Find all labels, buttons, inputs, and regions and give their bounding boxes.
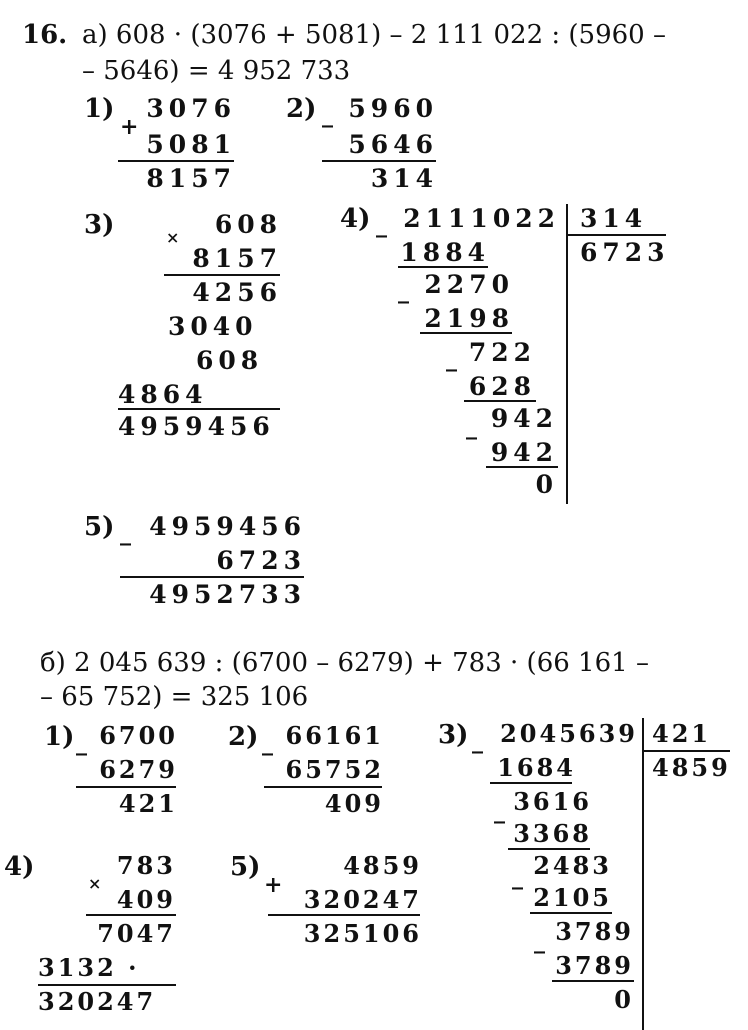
b3-line — [530, 912, 612, 914]
b1-minuend: 6700 — [99, 721, 178, 750]
a4-row: 628 — [468, 372, 536, 401]
a3-factor2: 8157 — [192, 244, 282, 273]
b1-result: 421 — [118, 789, 178, 818]
b5-result: 325106 — [303, 919, 422, 948]
minus-sign-icon: _ — [534, 928, 545, 954]
a1-label: 1) — [84, 94, 115, 124]
b3-line — [552, 980, 634, 982]
a3-partial2: 3040 — [168, 312, 258, 341]
b2-line — [264, 786, 382, 788]
a2-result: 314 — [370, 164, 438, 193]
a4-row: 1884 — [400, 238, 490, 267]
b5-addend2: 320247 — [303, 885, 422, 914]
a5-result: 4952733 — [149, 580, 306, 609]
b2-label: 2) — [228, 722, 259, 752]
b3-divisor: 421 — [652, 719, 712, 748]
b4-partial2: 3132 · — [38, 953, 140, 982]
a4-dividend: 2111022 — [403, 204, 560, 233]
b3-row: 2105 — [533, 883, 612, 912]
b3-line — [508, 848, 590, 850]
problem-number: 16. — [22, 20, 68, 50]
b3-label: 3) — [438, 720, 469, 750]
minus-sign-icon: _ — [398, 278, 409, 304]
b4-line2 — [38, 984, 176, 986]
b3-row: 2483 — [533, 851, 612, 880]
b4-partial1: 7047 — [97, 919, 176, 948]
b3-divisor-line — [642, 750, 730, 752]
b5-label: 5) — [230, 852, 261, 882]
minus-sign-icon: _ — [76, 730, 87, 756]
plus-sign-icon: + — [120, 114, 139, 140]
a2-label: 2) — [286, 94, 317, 124]
b3-row: 3368 — [513, 819, 592, 848]
a4-row: 2198 — [424, 304, 514, 333]
b3-dividend: 2045639 — [500, 719, 638, 748]
minus-sign-icon: _ — [322, 102, 333, 128]
a3-partial3: 608 — [196, 346, 264, 375]
minus-sign-icon: _ — [376, 212, 387, 238]
a4-row: 942 — [490, 438, 558, 467]
b3-remainder: 0 — [614, 985, 634, 1014]
a4-divisor: 314 — [580, 204, 648, 233]
a4-division-bar — [566, 204, 568, 504]
problem-b-line1: б) 2 045 639 : (6700 – 6279) + 783 · (66 161 – — [40, 648, 649, 678]
b4-label: 4) — [4, 852, 35, 882]
b3-quotient: 4859 — [652, 753, 731, 782]
a4-label: 4) — [340, 204, 371, 234]
b2-subtrahend: 65752 — [285, 755, 384, 784]
b3-row: 3616 — [513, 787, 592, 816]
a4-row: 722 — [468, 338, 536, 367]
b5-addend1: 4859 — [343, 851, 422, 880]
b1-label: 1) — [44, 722, 75, 752]
problem-a-line1: а) 608 · (3076 + 5081) – 2 111 022 : (5960 – — [82, 20, 666, 50]
a5-label: 5) — [84, 512, 115, 542]
times-sign-icon: × — [88, 874, 102, 893]
a3-partial4: 4864 — [118, 380, 208, 409]
b2-result: 409 — [324, 789, 384, 818]
a4-divisor-line — [566, 234, 666, 236]
problem-a-line2: – 5646) = 4 952 733 — [82, 56, 351, 86]
plus-sign-icon: + — [264, 872, 283, 898]
a3-result: 4959456 — [118, 412, 275, 441]
a3-line2 — [118, 408, 280, 410]
a4-line — [398, 266, 488, 268]
a5-minuend: 4959456 — [149, 512, 306, 541]
b4-line1 — [86, 914, 176, 916]
b3-division-bar — [642, 718, 644, 1030]
a2-minuend: 5960 — [348, 94, 438, 123]
minus-sign-icon: _ — [262, 730, 273, 756]
b4-result: 320247 — [38, 987, 157, 1016]
b4-factor1: 783 — [116, 851, 176, 880]
a4-line — [486, 466, 558, 468]
a5-subtrahend: 6723 — [216, 546, 306, 575]
b3-line — [490, 782, 572, 784]
b5-line — [268, 914, 420, 916]
b3-row: 3789 — [555, 951, 634, 980]
a4-quotient: 6723 — [580, 238, 670, 267]
a4-row: 942 — [490, 404, 558, 433]
a3-partial1: 4256 — [192, 278, 282, 307]
minus-sign-icon: _ — [120, 520, 131, 546]
a1-result: 8157 — [146, 164, 236, 193]
b2-minuend: 66161 — [285, 721, 384, 750]
a2-line — [322, 160, 436, 162]
b3-row: 1684 — [497, 753, 576, 782]
b3-row: 3789 — [555, 917, 634, 946]
a4-remainder: 0 — [535, 470, 558, 499]
minus-sign-icon: _ — [512, 864, 523, 890]
a4-row: 2270 — [424, 270, 514, 299]
a3-factor1: 608 — [214, 210, 282, 239]
minus-sign-icon: _ — [466, 414, 477, 440]
b4-factor2: 409 — [116, 885, 176, 914]
a1-addend2: 5081 — [146, 130, 236, 159]
minus-sign-icon: _ — [494, 798, 505, 824]
a3-line1 — [164, 274, 280, 276]
a1-addend1: 3076 — [146, 94, 236, 123]
a4-line — [464, 400, 536, 402]
b1-subtrahend: 6279 — [99, 755, 178, 784]
a1-line — [118, 160, 234, 162]
minus-sign-icon: _ — [472, 728, 483, 754]
a5-line — [120, 576, 304, 578]
problem-b-line2: – 65 752) = 325 106 — [40, 682, 309, 712]
a2-subtrahend: 5646 — [348, 130, 438, 159]
times-sign-icon: × — [166, 228, 180, 247]
a3-label: 3) — [84, 210, 115, 240]
b1-line — [76, 786, 176, 788]
minus-sign-icon: _ — [446, 346, 457, 372]
a4-line — [420, 332, 512, 334]
